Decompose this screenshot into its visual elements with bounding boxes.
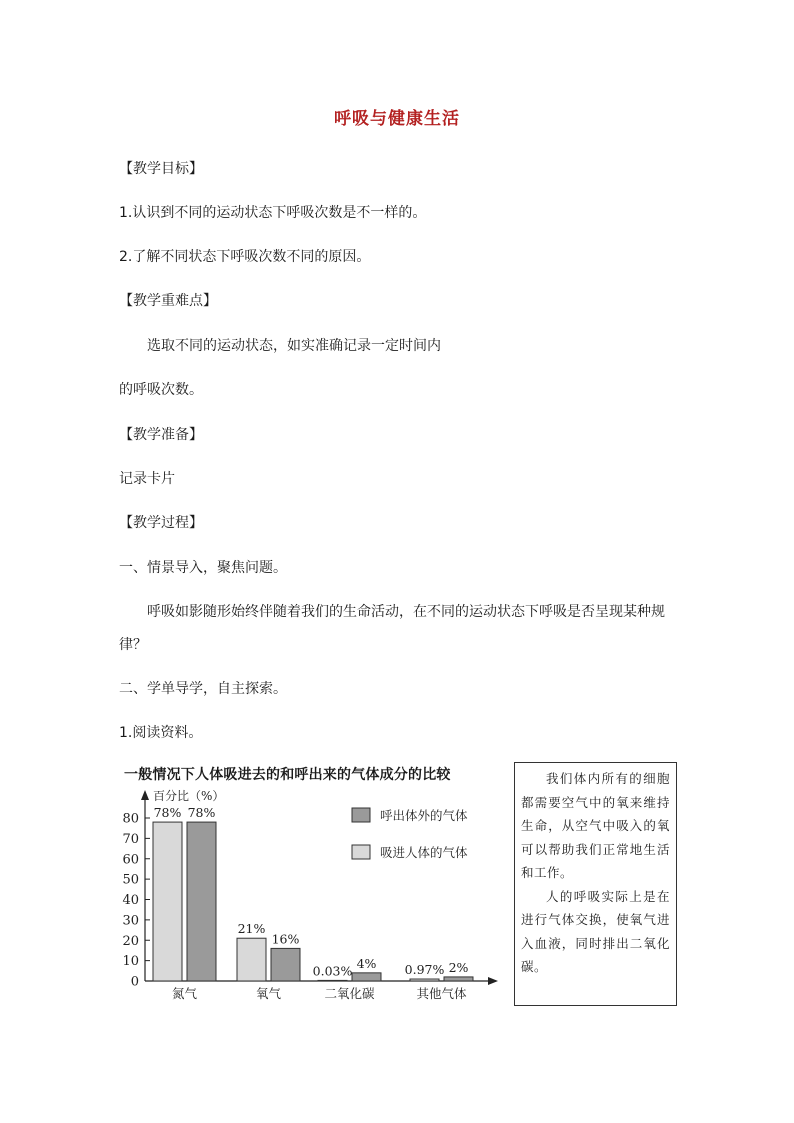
bar-value-label: 2%	[448, 959, 469, 975]
bar	[352, 973, 381, 981]
bar-value-label: 16%	[271, 931, 300, 947]
bar-value-label: 4%	[356, 955, 377, 971]
note-paragraph-2: 人的呼吸实际上是在进行气体交换，使氧气进入血液，同时排出二氧化碳。	[521, 888, 670, 974]
y-tick-label: 0	[130, 974, 139, 990]
goal-2: 2.了解不同状态下呼吸次数不同的原因。	[119, 249, 371, 265]
bar	[410, 979, 439, 981]
bar	[153, 822, 182, 981]
step-2-heading: 二、学单导学，自主探索。	[119, 681, 287, 697]
bar	[237, 938, 266, 981]
y-tick-label: 10	[122, 954, 139, 970]
y-tick-label: 60	[122, 852, 139, 868]
legend-label: 吸进人体的气体	[380, 845, 468, 860]
y-axis-arrow	[141, 790, 149, 800]
bar-value-label: 0.03%	[312, 963, 353, 979]
chart-title: 一般情况下人体吸进去的和呼出来的气体成分的比较	[124, 767, 451, 783]
step-2-item-1: 1.阅读资料。	[119, 725, 203, 741]
bar-value-label: 21%	[237, 921, 266, 937]
x-category-label: 氮气	[171, 986, 198, 1001]
y-tick-label: 20	[122, 933, 139, 949]
legend-label: 呼出体外的气体	[380, 808, 468, 823]
reading-material-figure	[118, 762, 680, 1012]
key-point-line-2: 的呼吸次数。	[119, 382, 203, 398]
heading-key-points: 【教学重难点】	[119, 293, 217, 309]
legend-swatch	[352, 845, 370, 859]
note-paragraph-1: 我们体内所有的细胞都需要空气中的氧来维持生命，从空气中吸入的氧可以帮助我们正常地生活和工作。	[521, 771, 670, 880]
y-tick-label: 80	[122, 811, 139, 827]
step-1-text: 呼吸如影随形始终伴随着我们的生命活动，在不同的运动状态下呼吸是否呈现某种规律？	[119, 604, 665, 653]
bar-value-label: 0.97%	[404, 962, 445, 978]
legend-swatch	[352, 808, 370, 822]
bar-value-label: 78%	[187, 805, 216, 821]
note-box	[514, 762, 677, 1006]
x-axis-arrow	[488, 977, 498, 985]
bar	[444, 977, 473, 981]
key-point-line-1: 选取不同的运动状态，如实准确记录一定时间内	[147, 338, 441, 354]
x-category-label: 氧气	[255, 986, 282, 1001]
heading-preparation: 【教学准备】	[119, 427, 203, 443]
heading-process: 【教学过程】	[119, 515, 203, 531]
y-tick-label: 40	[122, 893, 139, 908]
bar-value-label: 78%	[153, 805, 182, 821]
x-category-label: 其他气体	[416, 986, 467, 1001]
bar	[271, 948, 300, 981]
y-tick-label: 50	[122, 872, 139, 888]
x-category-label: 二氧化碳	[324, 986, 375, 1001]
goal-1: 1.认识到不同的运动状态下呼吸次数是不一样的。	[119, 205, 427, 221]
gas-composition-bar-chart	[118, 762, 510, 1012]
page-title: 呼吸与健康生活	[334, 109, 460, 129]
y-tick-label: 30	[122, 913, 139, 929]
preparation-text: 记录卡片	[119, 471, 175, 487]
bar	[318, 980, 347, 981]
y-axis-label: 百分比（%）	[153, 789, 225, 803]
y-tick-label: 70	[122, 831, 139, 847]
step-1-heading: 一、情景导入，聚焦问题。	[119, 560, 287, 576]
bar	[187, 822, 216, 981]
heading-goals: 【教学目标】	[119, 161, 203, 177]
